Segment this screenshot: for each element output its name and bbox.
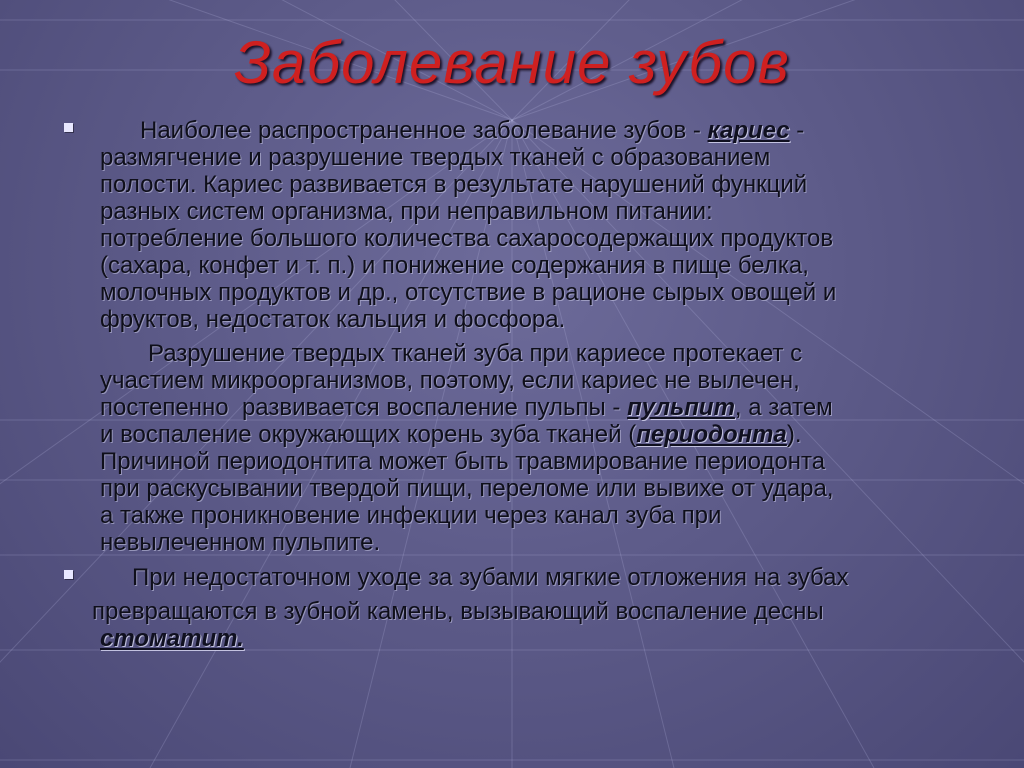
paragraph-1-line-7: молочных продуктов и др., отсутствие в рационе сырых овощей и — [100, 279, 837, 306]
paragraph-1-line-6: (сахара, конфет и т. п.) и понижение содержания в пище белка, — [100, 252, 809, 279]
paragraph-2-line-8: невылеченном пульпите. — [100, 529, 381, 556]
text-run: Наиболее распространенное заболевание зубов - — [140, 117, 708, 144]
paragraph-3-line-2: превращаются в зубной камень, вызывающий воспаление десны — [92, 598, 824, 625]
term-pulpitis: пульпит — [627, 394, 735, 421]
paragraph-1-line-5: потребление большого количества сахаросодержащих продуктов — [100, 225, 834, 252]
bullet-square-icon — [64, 570, 73, 579]
paragraph-1-line-2: размягчение и разрушение твердых тканей с образованием — [100, 144, 771, 171]
paragraph-2-line-4 — [100, 421, 802, 448]
paragraph-2-line-3 — [100, 394, 833, 421]
term-caries: кариес — [707, 117, 790, 144]
text-run: - — [789, 117, 805, 144]
paragraph-3-line-3 — [100, 625, 244, 652]
text-run: постепенно развивается воспаление пульпы - — [100, 394, 628, 421]
term-periodontium: периодонта — [636, 421, 787, 448]
paragraph-3-line-1: При недостаточном уходе за зубами мягкие отложения на зубах — [132, 564, 849, 591]
text-run: , а затем — [734, 394, 833, 421]
bullet-square-icon — [64, 123, 73, 132]
paragraph-2-line-2: участием микроорганизмов, поэтому, если кариес не вылечен, — [100, 367, 800, 394]
paragraph-1-line-3: полости. Кариес развивается в результате нарушений функций — [100, 171, 808, 198]
paragraph-2-line-1: Разрушение твердых тканей зуба при кариесе протекает с — [148, 340, 803, 367]
paragraph-2-line-7: а также проникновение инфекции через канал зуба при — [100, 502, 722, 529]
paragraph-1-line-4: разных систем организма, при неправильном питании: — [100, 198, 713, 225]
term-stomatitis: стоматит. — [100, 625, 244, 652]
paragraph-2-line-5: Причиной периодонтита может быть травмирование периодонта — [100, 448, 826, 475]
paragraph-2-line-6: при раскусывании твердой пищи, переломе или вывихе от удара, — [100, 475, 834, 502]
slide-title: Заболевание зубов — [234, 29, 790, 96]
text-run: ). — [786, 421, 802, 448]
paragraph-1-line-1 — [140, 117, 804, 144]
text-run: и воспаление окружающих корень зуба тканей ( — [100, 421, 637, 448]
paragraph-1-line-8: фруктов, недостаток кальция и фосфора. — [100, 306, 566, 333]
